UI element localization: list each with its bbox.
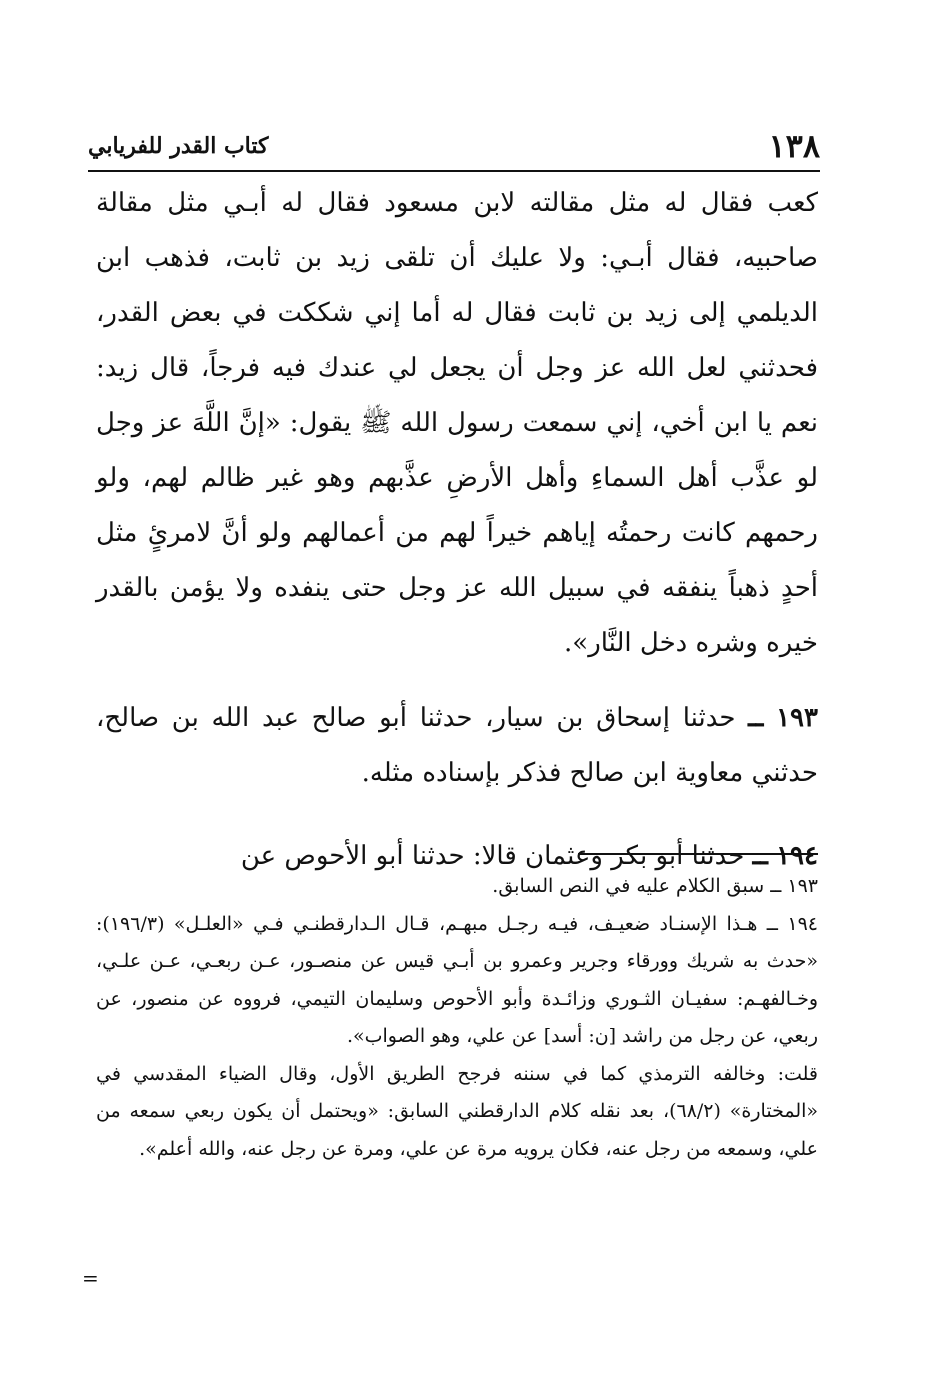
footnote-193: ١٩٣ ــ سبق الكلام عليه في النص السابق.	[492, 875, 818, 897]
hadith-193-number: ١٩٣	[776, 703, 818, 733]
page-number: ١٣٨	[768, 127, 820, 165]
hadith-194-number: ١٩٤	[776, 841, 818, 871]
running-header	[88, 124, 820, 168]
footnote-continuation-mark: =	[82, 1266, 99, 1290]
hadith-193-text: حدثنا إسحاق بن سيار، حدثنا أبو صالح عبد الله بن صالح، حدثني معاوية ابن صالح فذكر بإسناده مثله.	[96, 703, 818, 788]
header-rule	[88, 170, 820, 172]
footnote-separator	[578, 853, 818, 855]
hadith-193-dash: ــ	[748, 703, 764, 733]
footnotes	[96, 868, 818, 1168]
main-text	[96, 176, 818, 884]
book-title: كتاب القدر للفريابي	[88, 133, 269, 159]
hadith-193	[96, 691, 818, 801]
footnote-194: ١٩٤ ــ هـذا الإسنـاد ضعيـف، فيـه رجـل مبهـم، قـال الـدارقطنـي فـي «العلـل» (١٩٦/٣): «حدث به شريك وورقاء وجرير وعمرو بن أبـي قيس عن منصـور، عـن ربعـي، عـن علـي، وخـالفهـم: سفيـان الثـوري وزائـدة وأبو الأحوص وسليمان التيمي، فرووه عن منصور، عن ربعي، عن رجل من راشد [ن: أسد] عن علي، وهو الصواب».	[96, 912, 818, 1047]
hadith-194-dash: ــ	[752, 841, 768, 871]
paragraph-continuation: كعب فقال له مثل مقالته لابن مسعود فقال له أبـي مثل مقالة صاحبيه، فقال أبـي: ولا عليك أن تلقى زيد بن ثابت، فذهب ابن الديلمي إلى زيد بن ثابت فقال له أما إني شككت في بعض القدر، فحدثني لعل الله عز وجل أن يجعل لي عندك فيه فرجاً، قال زيد: نعم يا ابن أخي، إني سمعت رسول الله ﷺ يقول: «إنَّ اللَّهَ عز وجل لو عذَّب أهل السماءِ وأهل الأرضِ عذَّبهم وهو غير ظالم لهم، ولو رحمهم كانت رحمتُه إياهم خيراً لهم من أعمالهم ولو أنَّ لامرئٍ مثل أحدٍ ذهباً ينفقه في سبيل الله عز وجل حتى ينفده ولا يؤمن بالقدر خيره وشره دخل النَّار».	[96, 188, 818, 658]
footnote-qultu: قلت: وخالفه الترمذي كما في سننه فرجح الطريق الأول، وقال الضياء المقدسي في «المختارة» (٦٨/٢)، بعد نقله كلام الدارقطني السابق: «ويحتمل أن يكون ربعي سمعه من علي، وسمعه من رجل عنه، فكان يرويه مرة عن علي، ومرة عن رجل عنه، والله أعلم».	[96, 1062, 819, 1160]
hadith-194-text: حدثنا أبو بكر وعثمان قالا: حدثنا أبو الأحوص عن	[240, 841, 745, 871]
